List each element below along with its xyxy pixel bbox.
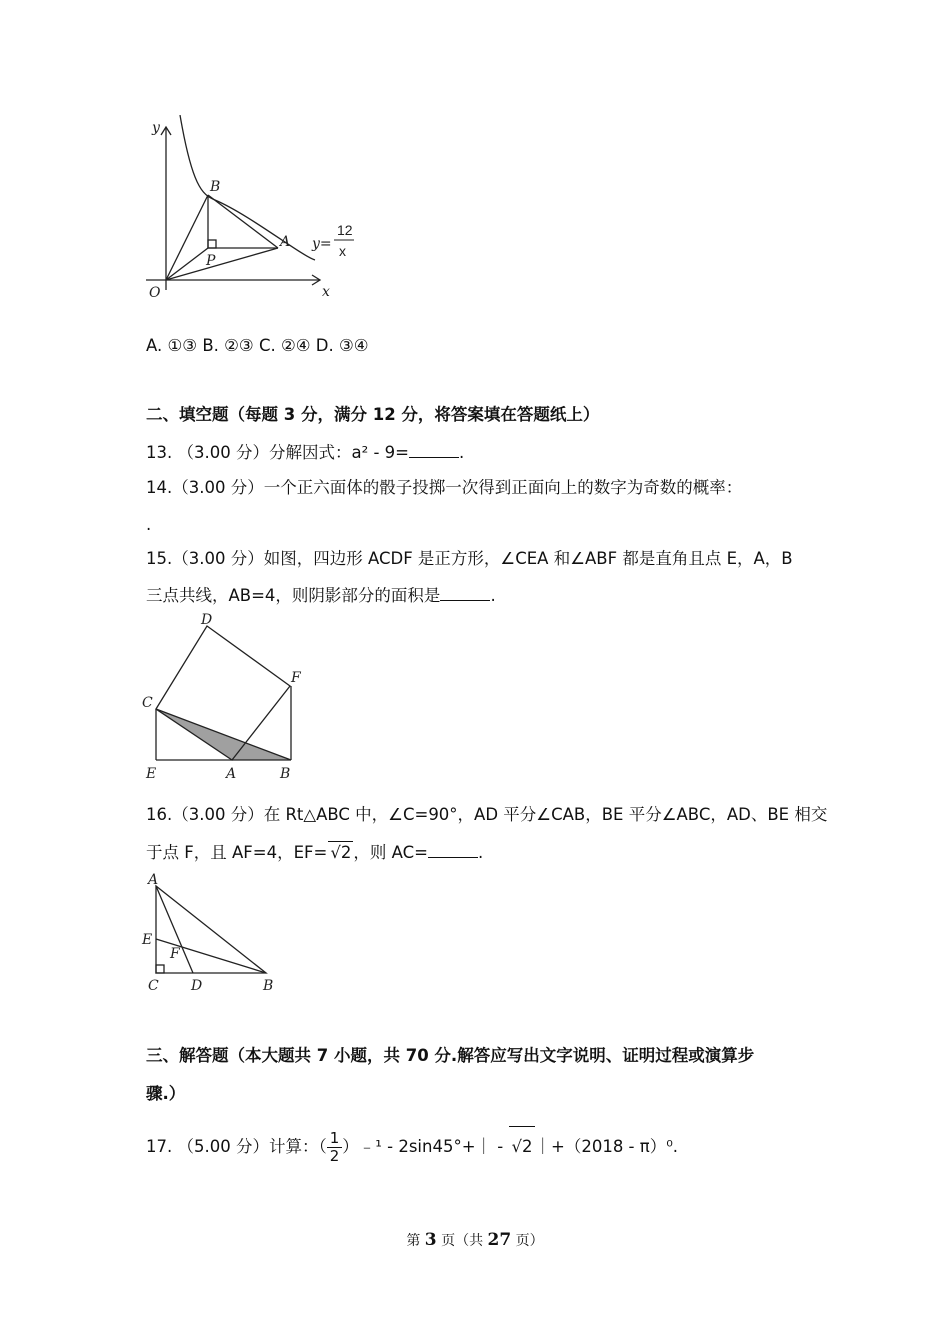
- segment-OB: [166, 195, 208, 280]
- q13-answer-blank: [409, 441, 459, 458]
- x-axis-label: x: [322, 284, 330, 300]
- curve-equation-numerator: 12: [337, 222, 353, 238]
- point-d-label: D: [191, 978, 203, 994]
- curve-equation-prefix: y=: [312, 236, 332, 252]
- sqrt-2: √2: [330, 843, 352, 862]
- q15-end: .: [490, 586, 496, 605]
- point-e-label: E: [142, 932, 153, 948]
- q16-answer-blank: [428, 841, 478, 858]
- segment-OP: [166, 248, 208, 280]
- point-b-label: B: [263, 978, 274, 994]
- point-f-label: F: [170, 946, 180, 962]
- point-b-label: B: [280, 766, 291, 782]
- hyperbola-curve: [180, 115, 315, 260]
- point-a-label: A: [280, 234, 291, 250]
- q14-continuation: .: [146, 515, 152, 534]
- fraction-one-half: $\frac{1}{2}$: [327, 1130, 343, 1165]
- q15-line2: [146, 584, 496, 607]
- q13-text: 13. （3.00 分）分解因式：a² ‑ 9=: [146, 443, 409, 462]
- right-angle-mark: [156, 965, 164, 973]
- sqrt-2: √2: [509, 1126, 534, 1167]
- origin-label: O: [149, 285, 161, 301]
- square-figure: [140, 612, 320, 782]
- q15-answer-blank: [440, 584, 490, 601]
- q16-text-a: 于点 F，且 AF=4，EF=: [146, 843, 328, 862]
- segment-BA: [208, 195, 278, 248]
- total-pages: 27: [487, 1230, 512, 1250]
- point-d-label: D: [201, 612, 213, 628]
- page-footer: 第 3 页（共 27 页）: [406, 1230, 544, 1250]
- point-b-label: B: [210, 179, 221, 195]
- section2-title: 二、填空题（每题 3 分，满分 12 分，将答案填在答题纸上）: [146, 405, 600, 424]
- q17-suffix: ｜+（2018 ‑ π）⁰.: [534, 1137, 679, 1156]
- q16-text-b: ，则 AC=: [353, 843, 428, 862]
- point-c-label: C: [142, 695, 153, 711]
- point-a-label: A: [148, 872, 159, 888]
- point-p-label: P: [206, 253, 216, 269]
- section3-title-line2: 骤.）: [146, 1084, 186, 1103]
- point-e-label: E: [146, 766, 157, 782]
- q13-end: .: [458, 443, 465, 462]
- q16-end: .: [477, 843, 484, 862]
- q17: [146, 1126, 678, 1166]
- segment-OA: [166, 248, 278, 280]
- triangle-figure: [138, 870, 288, 995]
- q13: [146, 441, 464, 464]
- q17-prefix: 17. （5.00 分）计算：（: [146, 1137, 327, 1156]
- point-a-label: A: [226, 766, 237, 782]
- q16-line1: 16.（3.00 分）在 Rt△ABC 中，∠C=90°，AD 平分∠CAB，BE 平分∠ABC，AD、BE 相交: [146, 805, 828, 824]
- q12-options: A. ①③ B. ②③ C. ②④ D. ③④: [146, 336, 369, 355]
- y-axis-label: y: [152, 120, 160, 136]
- q16-line2: [146, 841, 483, 864]
- hyperbola-figure: [140, 115, 380, 310]
- page-number: 3: [424, 1230, 437, 1250]
- point-f-label: F: [291, 670, 301, 686]
- q17-middle: ）﹣¹ ‑ 2sin45°+｜ ‑: [342, 1137, 509, 1156]
- section3-title-line1: 三、解答题（本大题共 7 小题，共 70 分.解答应写出文字说明、证明过程或演算步: [146, 1046, 755, 1065]
- point-c-label: C: [148, 978, 159, 994]
- curve-equation-denominator: x: [339, 243, 346, 259]
- q15-line1: 15.（3.00 分）如图，四边形 ACDF 是正方形，∠CEA 和∠ABF 都是直角且点 E，A，B: [146, 549, 793, 568]
- q14-text: 14.（3.00 分）一个正六面体的骰子投掷一次得到正面向上的数字为奇数的概率：: [146, 478, 743, 497]
- right-angle-mark: [208, 240, 216, 248]
- q15-text: 三点共线，AB=4，则阴影部分的面积是: [146, 586, 441, 605]
